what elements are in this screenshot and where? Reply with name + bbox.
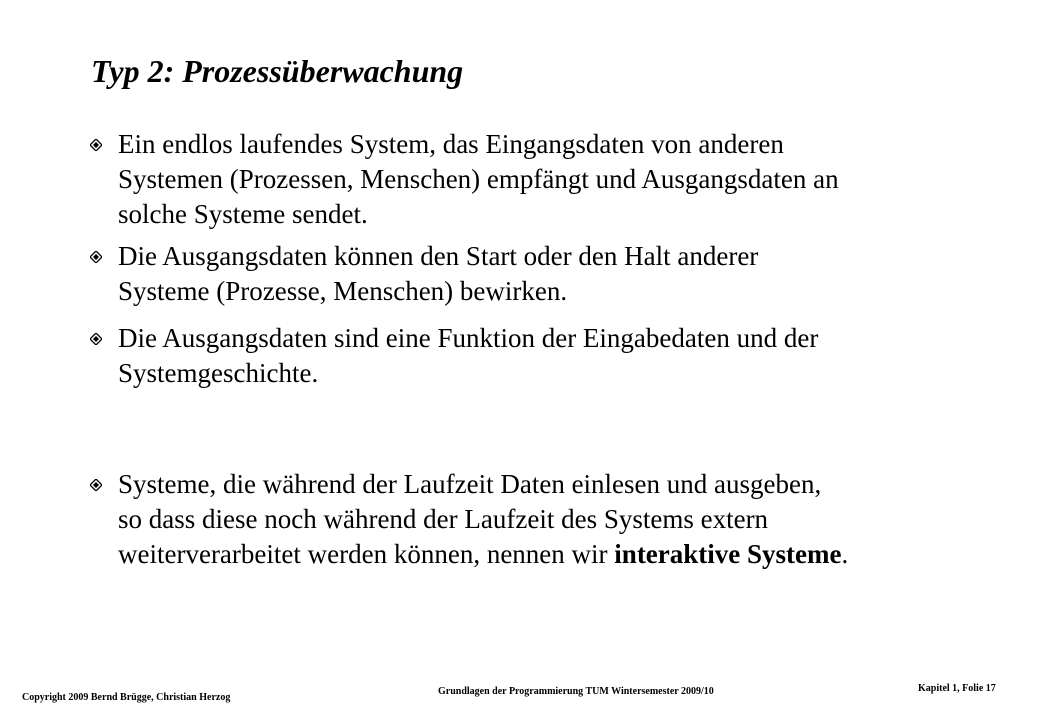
bullet-text — [118, 321, 998, 391]
footer-copyright: Copyright 2009 Bernd Brügge, Christian Herzog — [22, 692, 231, 703]
bullet-line: Systeme (Prozesse, Menschen) bewirken. — [118, 276, 568, 306]
diamond-bullet-icon — [90, 139, 102, 151]
diamond-bullet-icon — [90, 479, 102, 491]
bullet-text — [118, 239, 998, 309]
bullet-line: solche Systeme sendet. — [118, 199, 368, 229]
bullet-line: Systemgeschichte. — [118, 358, 319, 388]
bullet-line — [118, 537, 998, 572]
diamond-bullet-icon — [90, 333, 102, 345]
bullet-line-suffix: . — [841, 539, 849, 569]
diamond-bullet-icon — [90, 251, 102, 263]
footer-slide-number: Kapitel 1, Folie 17 — [918, 683, 996, 694]
footer-course: Grundlagen der Programmierung TUM Wintersemester 2009/10 — [438, 686, 714, 697]
bullet-line: Systemen (Prozessen, Menschen) empfängt und Ausgangsdaten an — [118, 164, 839, 194]
bullet-line: Die Ausgangsdaten sind eine Funktion der Eingabedaten und der — [118, 323, 819, 353]
bullet-line: Die Ausgangsdaten können den Start oder den Halt anderer — [118, 241, 759, 271]
bullet-text — [118, 467, 998, 572]
bullet-line: Systeme, die während der Laufzeit Daten einlesen und ausgeben, — [118, 469, 822, 499]
bullet-text — [118, 127, 998, 232]
bold-term: interaktive Systeme — [614, 539, 842, 569]
bullet-line: so dass diese noch während der Laufzeit des Systems extern — [118, 504, 769, 534]
bullet-line: Ein endlos laufendes System, das Eingangsdaten von anderen — [118, 129, 784, 159]
bullet-line-prefix: weiterverarbeitet werden können, nennen wir — [118, 539, 615, 569]
slide-title: Typ 2: Prozessüberwachung — [91, 53, 464, 89]
